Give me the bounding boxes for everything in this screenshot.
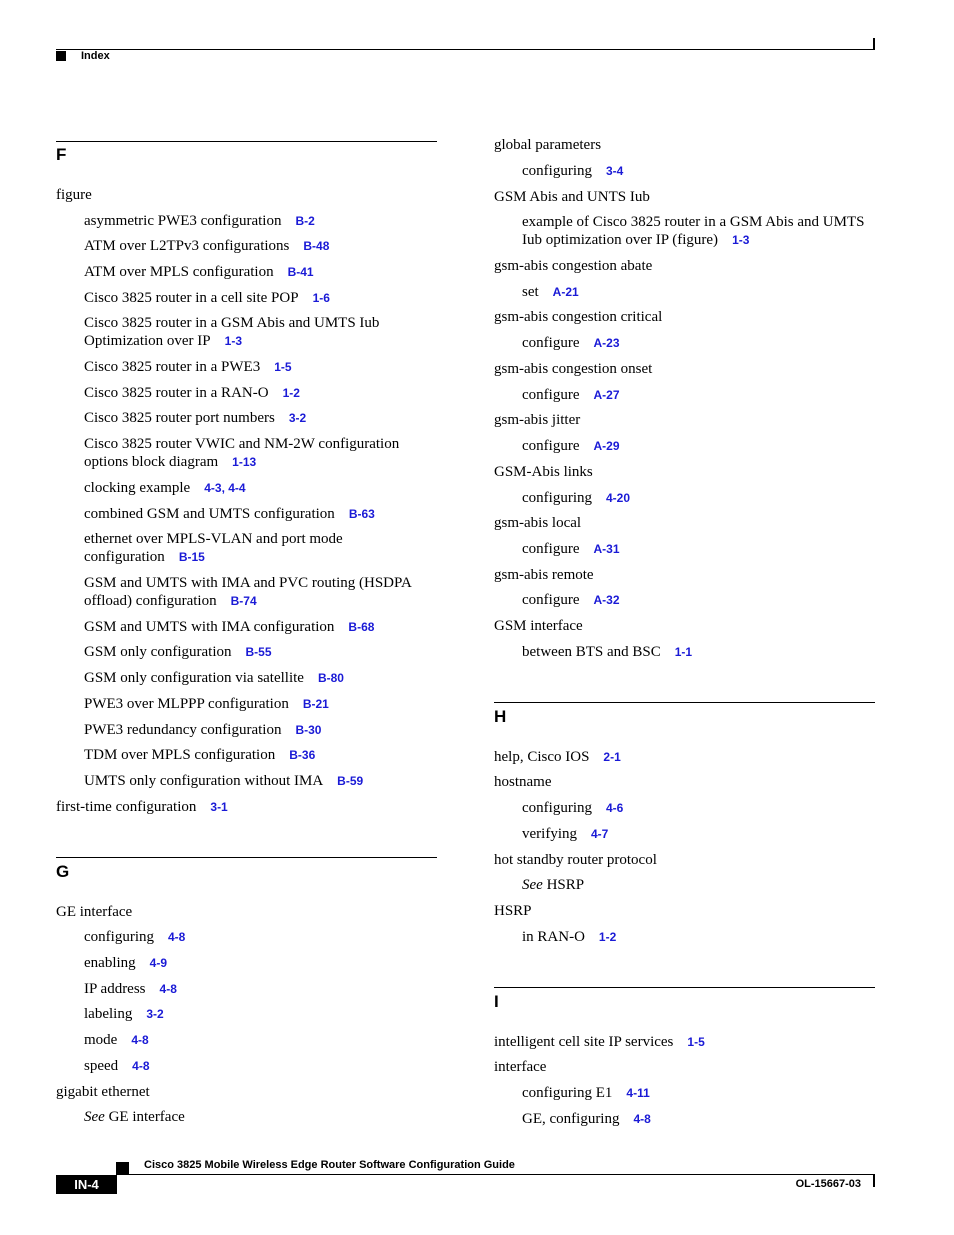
index-entry: gsm-abis remote — [494, 567, 594, 583]
page-ref-link[interactable]: 1-6 — [312, 291, 330, 305]
index-subentry: Cisco 3825 router in a PWE3 1-5 — [84, 359, 292, 375]
index-subentry: GSM only configuration via satellite B-80 — [84, 670, 344, 686]
page-ref-link[interactable]: 1-2 — [282, 386, 300, 400]
page-ref-link[interactable]: 3-1 — [210, 800, 228, 814]
section-letter-f: F — [56, 145, 67, 164]
index-see-reference: See GE interface — [84, 1109, 185, 1125]
index-subentry: Cisco 3825 router VWIC and NM-2W configuration options block diagram 1-13 — [84, 436, 400, 470]
index-subentry: configure A-23 — [522, 335, 620, 351]
index-subentry: ethernet over MPLS-VLAN and port mode configuration B-15 — [84, 531, 343, 565]
page-ref-link[interactable]: B-48 — [303, 239, 330, 253]
document-id: OL-15667-03 — [795, 1178, 861, 1190]
page-ref-link[interactable]: B-21 — [302, 697, 329, 711]
page-ref-link[interactable]: 1-3 — [224, 334, 242, 348]
index-subentry: UMTS only configuration without IMA B-59 — [84, 773, 364, 789]
page-ref-link[interactable]: B-59 — [337, 774, 364, 788]
page-ref-link[interactable]: 4-6 — [605, 801, 624, 815]
section-rule-h — [494, 702, 875, 703]
footer-marker — [116, 1162, 129, 1174]
section-rule-f — [56, 141, 437, 142]
index-see-reference: See HSRP — [522, 877, 585, 893]
index-subentry: set A-21 — [522, 284, 579, 300]
index-subentry: Cisco 3825 router in a GSM Abis and UMTS Iub Optimization over IP 1-3 — [84, 315, 380, 349]
index-subentry: IP address 4-8 — [84, 981, 177, 997]
index-entry: GSM interface — [494, 618, 583, 634]
index-subentry: Cisco 3825 router port numbers 3-2 — [84, 410, 307, 426]
page-ref-link[interactable]: 1-5 — [687, 1035, 705, 1049]
page-ref-link[interactable]: 1-3 — [732, 233, 750, 247]
index-subentry: between BTS and BSC 1-1 — [522, 644, 693, 660]
index-subentry: mode 4-8 — [84, 1032, 149, 1048]
index-entry: GE interface — [56, 904, 133, 920]
index-subentry: configure A-31 — [522, 541, 620, 557]
page-ref-link[interactable]: B-30 — [295, 723, 322, 737]
page-ref-link[interactable]: 4-8 — [132, 1059, 150, 1073]
index-subentry: labeling 3-2 — [84, 1006, 164, 1022]
index-entry: gsm-abis jitter — [494, 412, 581, 428]
index-entry: gsm-abis congestion onset — [494, 361, 653, 377]
footer-tick — [873, 1174, 875, 1187]
page-ref-link[interactable]: 4-8 — [159, 982, 177, 996]
index-subentry: verifying 4-7 — [522, 826, 609, 842]
index-subentry: example of Cisco 3825 router in a GSM Abis and UMTS Iub optimization over IP (figure) 1-3 — [522, 214, 865, 248]
page-ref-link[interactable]: 4-3, 4-4 — [204, 481, 246, 495]
page-ref-link[interactable]: B-80 — [317, 671, 344, 685]
section-rule-g — [56, 857, 437, 858]
index-entry: gsm-abis local — [494, 515, 582, 531]
index-entry: hostname — [494, 774, 552, 790]
page-ref-link[interactable]: B-55 — [245, 645, 272, 659]
page-ref-link[interactable]: 2-1 — [603, 750, 621, 764]
page-ref-link[interactable]: 3-2 — [288, 411, 307, 425]
index-subentry: configuring 4-6 — [522, 800, 624, 816]
index-subentry: ATM over MPLS configuration B-41 — [84, 264, 314, 280]
page-ref-link[interactable]: 4-8 — [131, 1033, 149, 1047]
index-entry: hot standby router protocol — [494, 852, 657, 868]
index-subentry: Cisco 3825 router in a RAN-O 1-2 — [84, 385, 300, 401]
index-subentry: speed 4-8 — [84, 1058, 150, 1074]
page-ref-link[interactable]: A-32 — [593, 593, 620, 607]
page-ref-link[interactable]: B-63 — [348, 507, 375, 521]
index-entry: gsm-abis congestion critical — [494, 309, 663, 325]
page-ref-link[interactable]: 4-7 — [590, 827, 609, 841]
index-subentry: PWE3 redundancy configuration B-30 — [84, 722, 322, 738]
index-entry: intelligent cell site IP services 1-5 — [494, 1034, 705, 1050]
index-subentry: configuring 4-20 — [522, 490, 631, 506]
header-marker — [56, 51, 66, 61]
index-subentry: in RAN-O 1-2 — [522, 929, 617, 945]
page-ref-link[interactable]: B-2 — [295, 214, 315, 228]
index-entry: interface — [494, 1059, 547, 1075]
index-subentry: GSM and UMTS with IMA and PVC routing (HSDPA offload) configuration B-74 — [84, 575, 411, 609]
index-subentry: combined GSM and UMTS configuration B-63 — [84, 506, 375, 522]
index-subentry: asymmetric PWE3 configuration B-2 — [84, 213, 315, 229]
page-ref-link[interactable]: B-41 — [287, 265, 314, 279]
section-rule-i — [494, 987, 875, 988]
page-ref-link[interactable]: 4-11 — [626, 1086, 650, 1100]
index-subentry: GSM and UMTS with IMA configuration B-68 — [84, 619, 375, 635]
page-ref-link[interactable]: A-21 — [552, 285, 579, 299]
section-letter-i: I — [494, 992, 499, 1011]
index-entry: global parameters — [494, 137, 602, 153]
index-subentry: configuring E1 4-11 — [522, 1085, 650, 1101]
section-letter-h: H — [494, 707, 507, 726]
index-entry: HSRP — [494, 903, 532, 919]
index-entry: first-time configuration 3-1 — [56, 799, 228, 815]
page-number: IN-4 — [56, 1175, 117, 1194]
index-entry: figure — [56, 187, 92, 203]
index-subentry: TDM over MPLS configuration B-36 — [84, 747, 316, 763]
index-entry: help, Cisco IOS 2-1 — [494, 749, 621, 765]
page-ref-link[interactable]: A-31 — [593, 542, 620, 556]
footer-rule — [116, 1174, 874, 1175]
index-subentry: configuring 4-8 — [84, 929, 186, 945]
page-ref-link[interactable]: 4-8 — [167, 930, 186, 944]
page-ref-link[interactable]: 3-4 — [605, 164, 624, 178]
page-ref-link[interactable]: 1-1 — [674, 645, 693, 659]
header-section: Index — [81, 50, 110, 62]
page-ref-link[interactable]: A-23 — [593, 336, 620, 350]
page-ref-link[interactable]: B-68 — [348, 620, 375, 634]
page-ref-link[interactable]: A-29 — [593, 439, 620, 453]
index-entry: gsm-abis congestion abate — [494, 258, 653, 274]
page-ref-link[interactable]: A-27 — [593, 388, 620, 402]
index-subentry: PWE3 over MLPPP configuration B-21 — [84, 696, 329, 712]
index-entry: gigabit ethernet — [56, 1084, 150, 1100]
page-ref-link[interactable]: 4-9 — [149, 956, 167, 970]
page-ref-link[interactable]: 4-20 — [605, 491, 631, 505]
page-ref-link[interactable]: 1-2 — [598, 930, 617, 944]
section-letter-g: G — [56, 862, 70, 881]
page-ref-link[interactable]: B-74 — [230, 594, 257, 608]
page-ref-link[interactable]: 1-5 — [274, 360, 292, 374]
index-subentry: configuring 3-4 — [522, 163, 624, 179]
index-subentry: enabling 4-9 — [84, 955, 167, 971]
index-entry: GSM-Abis links — [494, 464, 593, 480]
index-subentry: configure A-27 — [522, 387, 620, 403]
index-subentry: GE, configuring 4-8 — [522, 1111, 651, 1127]
page-ref-link[interactable]: B-15 — [178, 550, 205, 564]
footer-book-title: Cisco 3825 Mobile Wireless Edge Router Software Configuration Guide — [144, 1159, 515, 1171]
index-subentry: configure A-29 — [522, 438, 620, 454]
index-subentry: clocking example 4-3, 4-4 — [84, 480, 246, 496]
page-ref-link[interactable]: 1-13 — [232, 455, 257, 469]
index-subentry: configure A-32 — [522, 592, 620, 608]
index-subentry: ATM over L2TPv3 configurations B-48 — [84, 238, 330, 254]
index-subentry: GSM only configuration B-55 — [84, 644, 272, 660]
header-tick — [873, 38, 875, 50]
index-entry: GSM Abis and UNTS Iub — [494, 189, 650, 205]
index-subentry: Cisco 3825 router in a cell site POP 1-6 — [84, 290, 330, 306]
header-rule — [56, 49, 874, 50]
page-ref-link[interactable]: 4-8 — [633, 1112, 651, 1126]
page-ref-link[interactable]: 3-2 — [146, 1007, 164, 1021]
page-ref-link[interactable]: B-36 — [289, 748, 316, 762]
